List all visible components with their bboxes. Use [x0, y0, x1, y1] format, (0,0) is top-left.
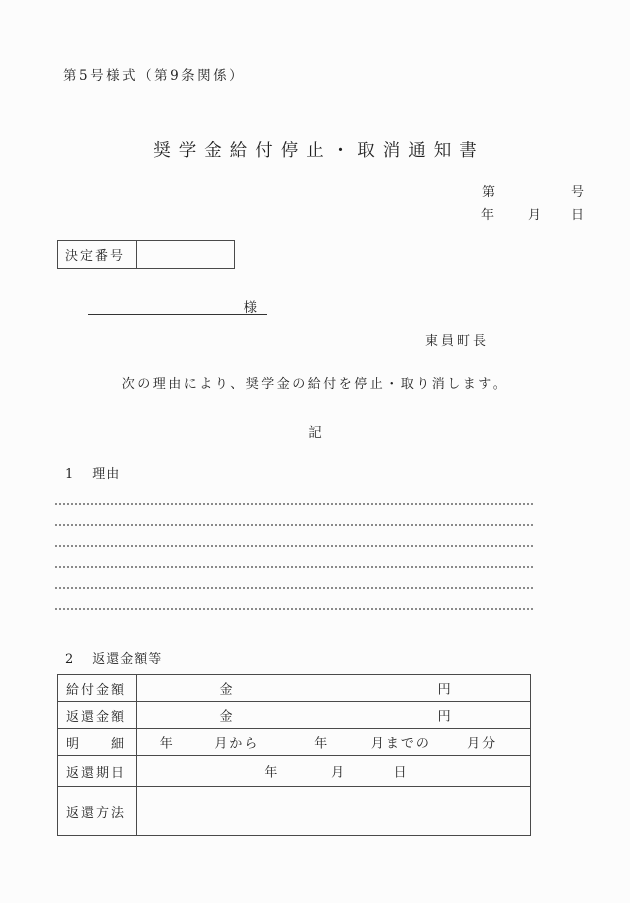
section-2-heading	[65, 648, 162, 667]
row-label: 明 細	[58, 729, 137, 755]
table-row-payment-amount	[58, 675, 530, 701]
row-value-cell	[137, 756, 530, 786]
reason-dotted-line	[55, 608, 533, 610]
amount-suffix-label: 円	[437, 682, 453, 698]
row-label: 給付金額	[58, 675, 137, 701]
due-day-label: 日	[393, 765, 409, 781]
section-2-title: 返還金額等	[92, 652, 163, 667]
reason-dotted-line	[55, 587, 533, 589]
period-year-to-label: 年	[314, 736, 330, 752]
doc-number-prefix: 第	[482, 185, 496, 200]
amount-suffix-label: 円	[437, 709, 453, 725]
notice-body-text: 次の理由により、奨学金の給付を停止・取り消します。	[121, 377, 509, 392]
decision-number-label: 決定番号	[58, 241, 137, 268]
row-label: 返還金額	[58, 702, 137, 728]
form-number-label: 第5号様式（第9条関係）	[63, 68, 246, 84]
table-row-repayment-amount	[58, 701, 530, 728]
period-month-from-label: 月から	[214, 736, 260, 752]
issuer-name: 東員町長	[425, 334, 490, 349]
section-1-heading	[65, 463, 120, 482]
decision-number-value-cell	[137, 241, 234, 268]
row-value-cell	[137, 702, 530, 728]
reason-dotted-line	[55, 545, 533, 547]
table-row-repayment-method	[58, 786, 530, 835]
section-2-number: 2	[65, 652, 75, 667]
due-year-label: 年	[264, 765, 280, 781]
addressee-honorific: 様	[243, 300, 258, 316]
row-label: 返還方法	[58, 787, 137, 835]
amount-prefix-label: 金	[219, 682, 235, 698]
row-value-cell	[137, 675, 530, 701]
due-month-label: 月	[331, 765, 347, 781]
addressee-line	[88, 296, 267, 315]
reason-dotted-line	[55, 566, 533, 568]
period-months-label: 月分	[467, 736, 498, 752]
period-year-from-label: 年	[159, 736, 175, 752]
issue-date-year-label: 年	[481, 208, 495, 223]
document-title: 奨学金給付停止・取消通知書	[153, 141, 485, 161]
section-1-number: 1	[65, 467, 75, 482]
amount-prefix-label: 金	[219, 709, 235, 725]
issue-date-day-label: 日	[571, 208, 585, 223]
reason-dotted-line	[55, 503, 533, 505]
record-marker: 記	[308, 425, 322, 441]
row-value-cell	[137, 729, 530, 755]
decision-number-box	[57, 240, 235, 269]
issue-date-month-label: 月	[528, 208, 542, 223]
doc-number-suffix: 号	[571, 185, 585, 200]
reason-dotted-line	[55, 524, 533, 526]
repayment-table	[57, 674, 531, 836]
row-label: 返還期日	[58, 756, 137, 786]
row-value-cell	[137, 787, 530, 835]
table-row-detail	[58, 728, 530, 755]
table-row-repayment-due-date	[58, 755, 530, 786]
section-1-title: 理由	[92, 467, 121, 482]
period-month-to-label: 月までの	[370, 736, 431, 752]
